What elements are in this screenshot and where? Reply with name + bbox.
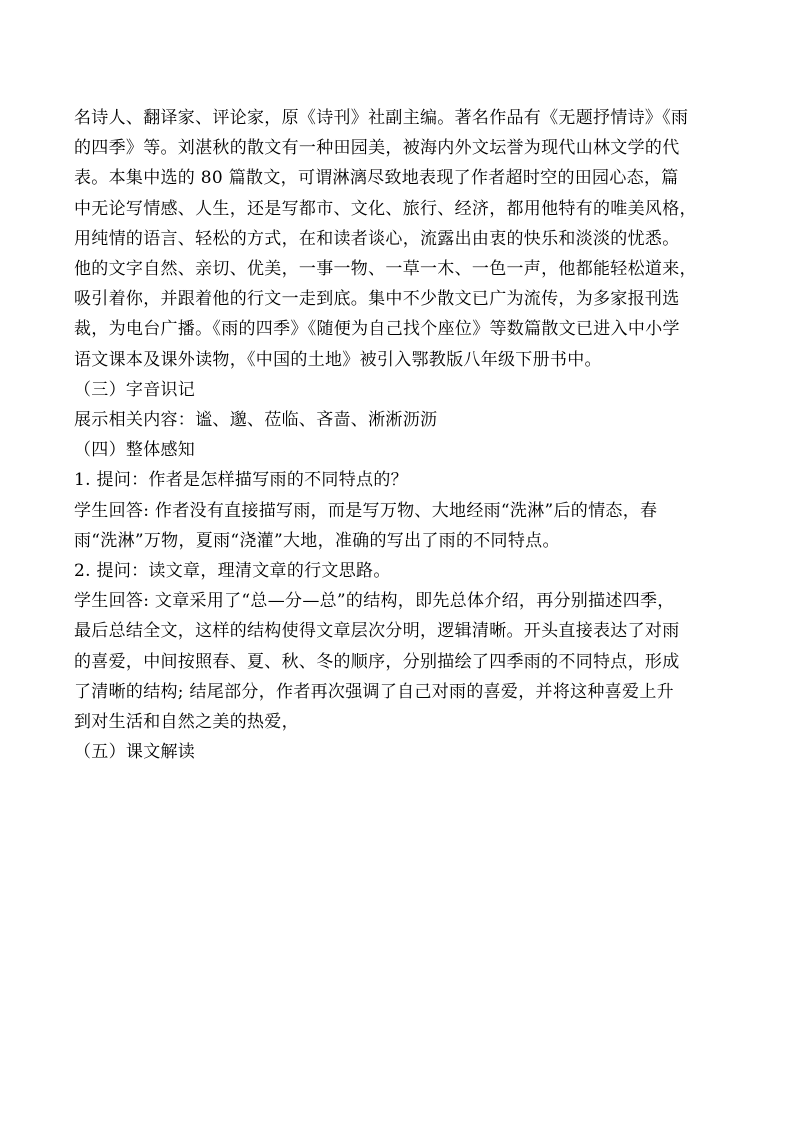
- text-line: 语文课本及课外读物，《中国的土地》被引入鄂教版八年级下册书中。: [74, 349, 602, 370]
- text-line: 了清晰的结构; 结尾部分，作者再次强调了自己对雨的喜爱，并将这种喜爱上升: [74, 681, 674, 702]
- text-line: 用纯情的语言、轻松的方式，在和读者谈心，流露出由衷的快乐和淡淡的忧悉。: [74, 228, 680, 249]
- text-line: 展示相关内容：谧、邈、莅临、吝啬、淅淅沥沥: [74, 410, 438, 431]
- pronunciation-content: [74, 405, 734, 435]
- text-line: 他的文字自然、亲切、优美，一事一物、一草一木、一色一声，他都能轻松道来，: [74, 259, 697, 280]
- answer-2: [74, 586, 734, 737]
- text-line: 1. 提问：作者是怎样描写雨的不同特点的？: [74, 470, 408, 491]
- text-line: 表。本集中选的 80 篇散文，可谓淋漓尽致地表现了作者超时空的田园心态，篇: [74, 168, 679, 189]
- text-line: 雨“洗淋”万物，夏雨“浇灌”大地，准确的写出了雨的不同特点。: [74, 530, 560, 551]
- text-line: （四）整体感知: [74, 440, 196, 461]
- text-line: 到对生活和自然之美的热爱，: [74, 712, 299, 733]
- intro-paragraph: [74, 103, 734, 375]
- text-line: （五）课文解读: [74, 742, 196, 763]
- text-line: 裁，为电台广播。《雨的四季》《随便为自己找个座位》等数篇散文已进入中小学: [74, 319, 680, 340]
- text-line: （三）字音识记: [74, 379, 196, 400]
- text-line: 最后总结全文，这样的结构使得文章层次分明，逻辑清晰。开头直接表达了对雨: [74, 621, 680, 642]
- text-line: 学生回答: 作者没有直接描写雨，而是写万物、大地经雨“洗淋”后的情态，春: [74, 500, 658, 521]
- text-line: 的四季》等。刘湛秋的散文有一种田园美，被海内外文坛誉为现代山林文学的代: [74, 138, 680, 159]
- answer-1: [74, 496, 734, 556]
- section-heading-4: [74, 435, 734, 465]
- question-2: [74, 556, 734, 586]
- text-line: 2. 提问：读文章，理清文章的行文思路。: [74, 561, 391, 582]
- section-heading-5: [74, 737, 734, 767]
- text-line: 名诗人、翻译家、评论家，原《诗刊》社副主编。著名作品有《无题抒情诗》《雨: [74, 108, 689, 128]
- text-line: 吸引着你，并跟着他的行文一走到底。集中不少散文已广为流传，为多家报刊选: [74, 289, 680, 310]
- text-line: 学生回答: 文章采用了“总—分—总”的结构，即先总体介绍，再分别描述四季，: [74, 591, 675, 612]
- text-line: 中无论写情感、人生，还是写都市、文化、旅行、经济，都用他特有的唯美风格，: [74, 198, 697, 219]
- section-heading-3: [74, 375, 734, 405]
- question-1: [74, 465, 734, 495]
- text-line: 的喜爱，中间按照春、夏、秋、冬的顺序，分别描绘了四季雨的不同特点，形成: [74, 651, 680, 672]
